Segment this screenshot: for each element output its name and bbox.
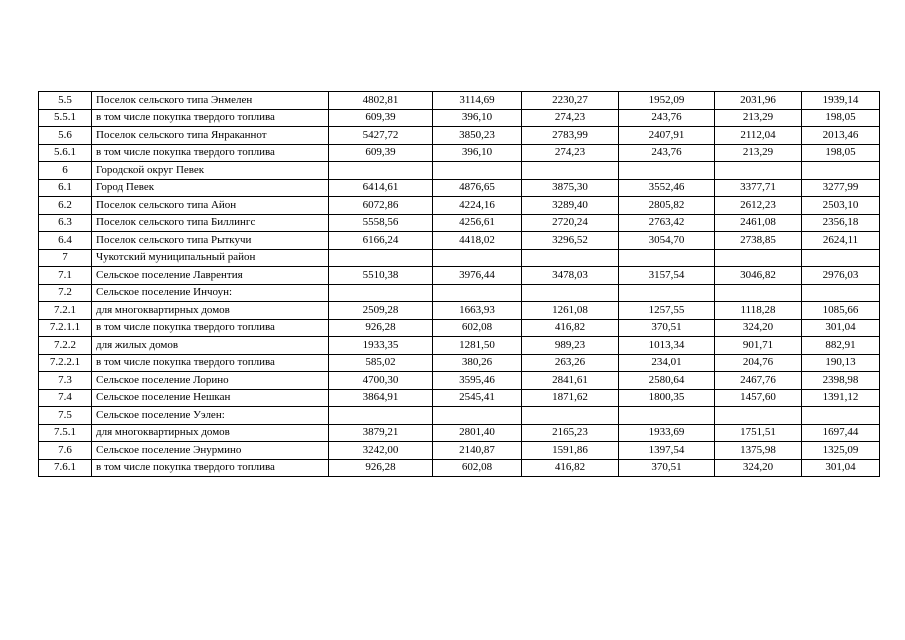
value-cell: 3875,30	[522, 179, 619, 197]
value-cell	[522, 249, 619, 267]
row-number: 7.5	[39, 407, 92, 425]
value-cell: 6072,86	[329, 197, 433, 215]
row-number: 6.4	[39, 232, 92, 250]
value-cell: 1375,98	[715, 442, 802, 460]
row-name: Поселок сельского типа Айон	[92, 197, 329, 215]
value-cell: 3850,23	[433, 127, 522, 145]
value-cell: 396,10	[433, 144, 522, 162]
row-name: Чукотский муниципальный район	[92, 249, 329, 267]
table-row	[39, 197, 880, 215]
value-cell: 3296,52	[522, 232, 619, 250]
value-cell: 2545,41	[433, 389, 522, 407]
value-cell: 1939,14	[802, 92, 880, 110]
value-cell: 1325,09	[802, 442, 880, 460]
value-cell: 1933,35	[329, 337, 433, 355]
value-cell: 2801,40	[433, 424, 522, 442]
value-cell: 1261,08	[522, 302, 619, 320]
row-number: 7.4	[39, 389, 92, 407]
value-cell	[329, 249, 433, 267]
value-cell: 602,08	[433, 319, 522, 337]
value-cell: 1751,51	[715, 424, 802, 442]
row-number: 6	[39, 162, 92, 180]
row-number: 7	[39, 249, 92, 267]
value-cell: 234,01	[619, 354, 715, 372]
table-row	[39, 424, 880, 442]
value-cell: 2356,18	[802, 214, 880, 232]
value-cell: 3114,69	[433, 92, 522, 110]
value-cell: 2509,28	[329, 302, 433, 320]
row-number: 5.5.1	[39, 109, 92, 127]
value-cell: 4256,61	[433, 214, 522, 232]
value-cell: 1118,28	[715, 302, 802, 320]
value-cell: 324,20	[715, 319, 802, 337]
value-cell: 2805,82	[619, 197, 715, 215]
row-name: Сельское поселение Лаврентия	[92, 267, 329, 285]
value-cell: 204,76	[715, 354, 802, 372]
row-name: Поселок сельского типа Энмелен	[92, 92, 329, 110]
value-cell: 1871,62	[522, 389, 619, 407]
value-cell: 3242,00	[329, 442, 433, 460]
value-cell: 198,05	[802, 109, 880, 127]
value-cell: 926,28	[329, 319, 433, 337]
value-cell: 1952,09	[619, 92, 715, 110]
value-cell: 2841,61	[522, 372, 619, 390]
row-number: 7.2.1	[39, 302, 92, 320]
value-cell: 274,23	[522, 144, 619, 162]
row-name: Сельское поселение Инчоун:	[92, 284, 329, 302]
table-row	[39, 267, 880, 285]
value-cell: 4802,81	[329, 92, 433, 110]
tariff-table	[38, 91, 880, 477]
value-cell: 602,08	[433, 459, 522, 477]
value-cell: 301,04	[802, 319, 880, 337]
table-row	[39, 232, 880, 250]
value-cell: 396,10	[433, 109, 522, 127]
row-number: 7.1	[39, 267, 92, 285]
value-cell: 301,04	[802, 459, 880, 477]
value-cell: 4224,16	[433, 197, 522, 215]
row-name: Поселок сельского типа Янраканнот	[92, 127, 329, 145]
value-cell	[329, 284, 433, 302]
value-cell: 2140,87	[433, 442, 522, 460]
row-name: Городской округ Певек	[92, 162, 329, 180]
row-number: 7.2.2	[39, 337, 92, 355]
value-cell: 3879,21	[329, 424, 433, 442]
value-cell: 2461,08	[715, 214, 802, 232]
value-cell: 4876,65	[433, 179, 522, 197]
row-number: 6.2	[39, 197, 92, 215]
value-cell	[715, 284, 802, 302]
table-row	[39, 389, 880, 407]
value-cell: 1397,54	[619, 442, 715, 460]
value-cell: 2031,96	[715, 92, 802, 110]
row-number: 7.6	[39, 442, 92, 460]
value-cell: 1663,93	[433, 302, 522, 320]
value-cell: 989,23	[522, 337, 619, 355]
value-cell	[329, 407, 433, 425]
value-cell	[522, 284, 619, 302]
value-cell: 1391,12	[802, 389, 880, 407]
value-cell: 416,82	[522, 459, 619, 477]
row-number: 7.2.1.1	[39, 319, 92, 337]
value-cell: 5427,72	[329, 127, 433, 145]
value-cell: 3289,40	[522, 197, 619, 215]
value-cell: 243,76	[619, 144, 715, 162]
table-row	[39, 92, 880, 110]
value-cell: 190,13	[802, 354, 880, 372]
table-body	[39, 92, 880, 477]
row-name: Поселок сельского типа Рыткучи	[92, 232, 329, 250]
value-cell: 3478,03	[522, 267, 619, 285]
value-cell: 1257,55	[619, 302, 715, 320]
value-cell	[802, 407, 880, 425]
row-number: 6.1	[39, 179, 92, 197]
value-cell: 1457,60	[715, 389, 802, 407]
value-cell: 2112,04	[715, 127, 802, 145]
table-row	[39, 179, 880, 197]
value-cell: 2976,03	[802, 267, 880, 285]
value-cell: 3552,46	[619, 179, 715, 197]
value-cell: 4700,30	[329, 372, 433, 390]
value-cell: 882,91	[802, 337, 880, 355]
table-row	[39, 127, 880, 145]
row-name: Поселок сельского типа Биллингс	[92, 214, 329, 232]
row-name: в том числе покупка твердого топлива	[92, 144, 329, 162]
value-cell: 901,71	[715, 337, 802, 355]
value-cell	[329, 162, 433, 180]
value-cell	[619, 162, 715, 180]
value-cell: 198,05	[802, 144, 880, 162]
value-cell	[715, 162, 802, 180]
value-cell: 926,28	[329, 459, 433, 477]
value-cell	[433, 162, 522, 180]
value-cell: 2467,76	[715, 372, 802, 390]
value-cell: 3046,82	[715, 267, 802, 285]
value-cell: 1697,44	[802, 424, 880, 442]
value-cell: 609,39	[329, 144, 433, 162]
value-cell: 3377,71	[715, 179, 802, 197]
value-cell: 5558,56	[329, 214, 433, 232]
value-cell: 380,26	[433, 354, 522, 372]
value-cell: 1800,35	[619, 389, 715, 407]
value-cell: 2165,23	[522, 424, 619, 442]
value-cell: 6166,24	[329, 232, 433, 250]
value-cell	[802, 284, 880, 302]
value-cell: 370,51	[619, 319, 715, 337]
row-name: для многоквартирных домов	[92, 424, 329, 442]
value-cell: 416,82	[522, 319, 619, 337]
value-cell: 2763,42	[619, 214, 715, 232]
value-cell: 263,26	[522, 354, 619, 372]
row-name: Город Певек	[92, 179, 329, 197]
value-cell: 2407,91	[619, 127, 715, 145]
value-cell: 2580,64	[619, 372, 715, 390]
value-cell: 1085,66	[802, 302, 880, 320]
row-name: в том числе покупка твердого топлива	[92, 354, 329, 372]
value-cell: 3864,91	[329, 389, 433, 407]
value-cell: 3595,46	[433, 372, 522, 390]
value-cell: 1281,50	[433, 337, 522, 355]
value-cell	[522, 407, 619, 425]
value-cell: 243,76	[619, 109, 715, 127]
value-cell: 2612,23	[715, 197, 802, 215]
value-cell	[433, 249, 522, 267]
table-row	[39, 407, 880, 425]
value-cell	[802, 249, 880, 267]
value-cell	[522, 162, 619, 180]
row-name: в том числе покупка твердого топлива	[92, 459, 329, 477]
row-number: 7.5.1	[39, 424, 92, 442]
value-cell: 6414,61	[329, 179, 433, 197]
row-name: в том числе покупка твердого топлива	[92, 319, 329, 337]
row-number: 7.2.2.1	[39, 354, 92, 372]
table-row	[39, 302, 880, 320]
value-cell: 213,29	[715, 109, 802, 127]
value-cell: 3976,44	[433, 267, 522, 285]
value-cell: 370,51	[619, 459, 715, 477]
row-name: для многоквартирных домов	[92, 302, 329, 320]
value-cell	[715, 407, 802, 425]
row-name: Сельское поселение Лорино	[92, 372, 329, 390]
value-cell: 609,39	[329, 109, 433, 127]
value-cell: 1591,86	[522, 442, 619, 460]
value-cell	[802, 162, 880, 180]
row-number: 7.2	[39, 284, 92, 302]
row-name: Сельское поселение Нешкан	[92, 389, 329, 407]
table-row	[39, 144, 880, 162]
value-cell: 1013,34	[619, 337, 715, 355]
table-row	[39, 372, 880, 390]
value-cell: 2720,24	[522, 214, 619, 232]
table-row	[39, 459, 880, 477]
row-name: в том числе покупка твердого топлива	[92, 109, 329, 127]
value-cell	[433, 407, 522, 425]
value-cell: 2783,99	[522, 127, 619, 145]
table-row	[39, 162, 880, 180]
row-number: 7.6.1	[39, 459, 92, 477]
row-name: Сельское поселение Энурмино	[92, 442, 329, 460]
row-number: 6.3	[39, 214, 92, 232]
value-cell: 1933,69	[619, 424, 715, 442]
value-cell	[619, 249, 715, 267]
value-cell: 213,29	[715, 144, 802, 162]
value-cell: 2738,85	[715, 232, 802, 250]
row-number: 5.6.1	[39, 144, 92, 162]
value-cell	[715, 249, 802, 267]
value-cell: 2013,46	[802, 127, 880, 145]
table-row	[39, 442, 880, 460]
value-cell: 2398,98	[802, 372, 880, 390]
table-row	[39, 354, 880, 372]
value-cell: 3157,54	[619, 267, 715, 285]
value-cell: 585,02	[329, 354, 433, 372]
table-row	[39, 319, 880, 337]
table-row	[39, 214, 880, 232]
value-cell: 4418,02	[433, 232, 522, 250]
value-cell	[433, 284, 522, 302]
value-cell: 3054,70	[619, 232, 715, 250]
value-cell: 324,20	[715, 459, 802, 477]
value-cell: 2503,10	[802, 197, 880, 215]
value-cell: 274,23	[522, 109, 619, 127]
row-name: Сельское поселение Уэлен:	[92, 407, 329, 425]
value-cell: 5510,38	[329, 267, 433, 285]
value-cell: 3277,99	[802, 179, 880, 197]
row-number: 5.5	[39, 92, 92, 110]
table-row	[39, 284, 880, 302]
row-name: для жилых домов	[92, 337, 329, 355]
table-row	[39, 249, 880, 267]
table-row	[39, 109, 880, 127]
row-number: 7.3	[39, 372, 92, 390]
value-cell	[619, 407, 715, 425]
row-number: 5.6	[39, 127, 92, 145]
value-cell: 2230,27	[522, 92, 619, 110]
value-cell: 2624,11	[802, 232, 880, 250]
value-cell	[619, 284, 715, 302]
table-row	[39, 337, 880, 355]
